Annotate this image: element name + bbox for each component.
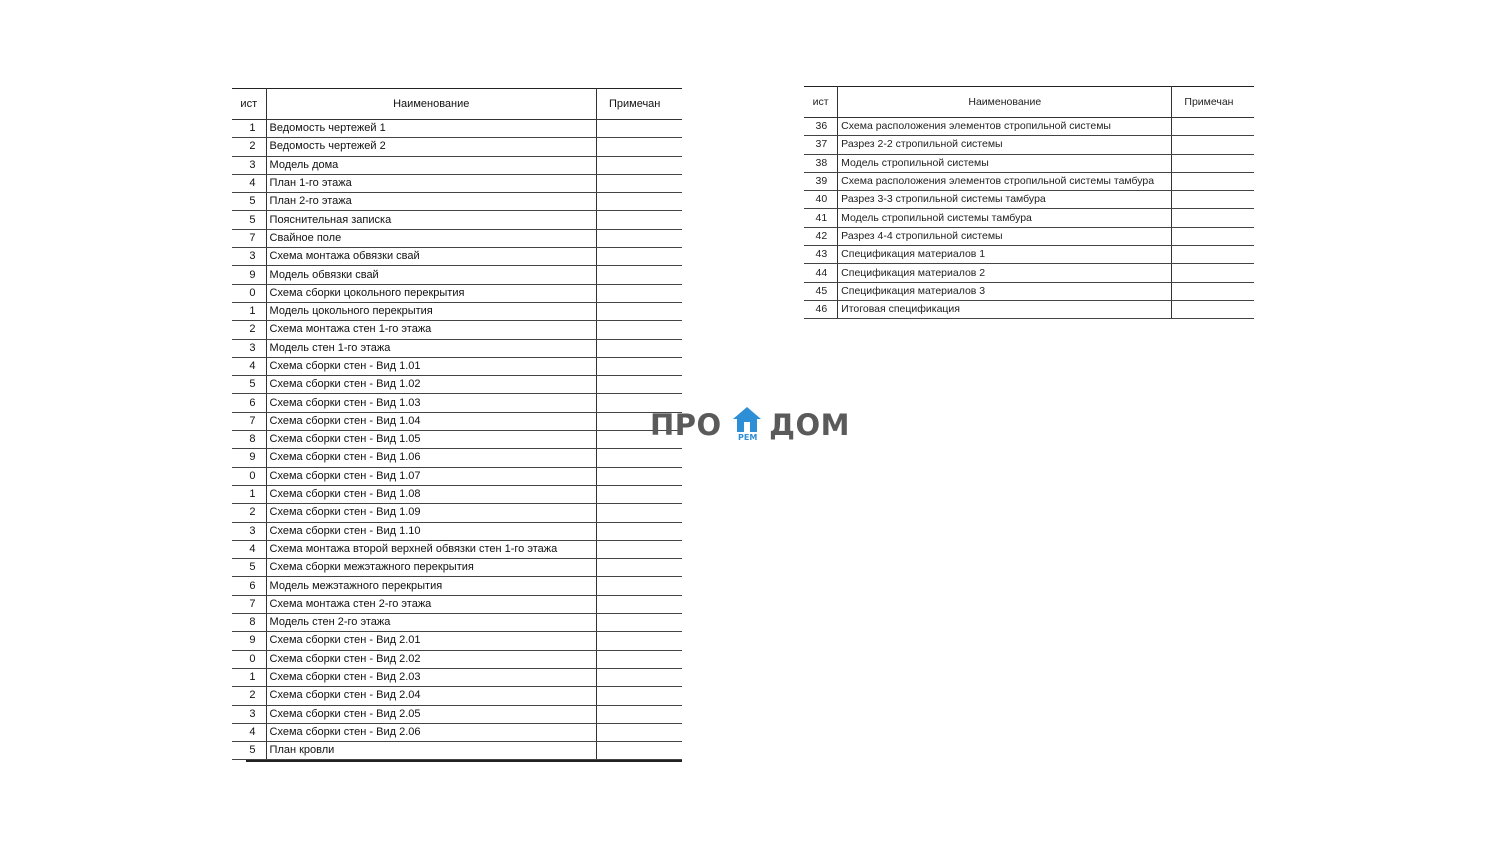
table-row (232, 376, 682, 394)
sheet-number-header: ист (232, 89, 266, 120)
sheet-number-cell: 3 (232, 156, 266, 174)
drawing-name-cell: Схема сборки стен - Вид 2.06 (266, 723, 596, 741)
table-row (804, 209, 1254, 227)
table-row (804, 264, 1254, 282)
sheet-number-cell: 3 (232, 522, 266, 540)
sheet-number-cell: 5 (232, 559, 266, 577)
sheet-number-cell: 3 (232, 339, 266, 357)
table-row (232, 705, 682, 723)
table-row (232, 540, 682, 558)
table-row (232, 357, 682, 375)
drawing-name-cell: Пояснительная записка (266, 211, 596, 229)
drawing-name-cell: Схема сборки стен - Вид 2.02 (266, 650, 596, 668)
drawing-name-cell: Схема сборки стен - Вид 1.09 (266, 504, 596, 522)
note-cell (596, 723, 682, 741)
note-cell (596, 120, 682, 138)
sheet-number-cell: 6 (232, 394, 266, 412)
note-cell (596, 211, 682, 229)
right-drawing-list-sheet (812, 86, 1254, 322)
sheet-number-cell: 39 (804, 172, 838, 190)
drawing-name-cell: Схема монтажа стен 1-го этажа (266, 321, 596, 339)
drawing-name-cell: Модель стропильной системы тамбура (838, 209, 1172, 227)
left-drawing-list-table (232, 88, 682, 760)
logo-word-dom: ДОМ (769, 408, 850, 442)
sheet-number-cell: 4 (232, 174, 266, 192)
table-row (804, 154, 1254, 172)
sheet-number-cell: 9 (232, 632, 266, 650)
table-row (232, 668, 682, 686)
drawing-name-cell: Схема расположения элементов стропильной системы тамбура (838, 172, 1172, 190)
note-cell (1172, 191, 1254, 209)
table-row (232, 229, 682, 247)
left-table-body (232, 120, 682, 760)
drawing-name-cell: План 1-го этажа (266, 174, 596, 192)
sheet-number-cell: 2 (232, 321, 266, 339)
table-header-row (232, 89, 682, 120)
drawing-name-cell: Разрез 3-3 стропильной системы тамбура (838, 191, 1172, 209)
drawing-name-cell: Схема монтажа стен 2-го этажа (266, 595, 596, 613)
note-cell (596, 376, 682, 394)
sheet-number-cell: 3 (232, 705, 266, 723)
note-cell (1172, 300, 1254, 318)
sheet-number-cell: 4 (232, 540, 266, 558)
drawing-name-cell: Модель стропильной системы (838, 154, 1172, 172)
sheet-number-cell: 2 (232, 504, 266, 522)
note-cell (596, 138, 682, 156)
table-row (232, 595, 682, 613)
table-row (804, 118, 1254, 136)
note-cell (596, 687, 682, 705)
drawing-name-cell: Модель обвязки свай (266, 266, 596, 284)
note-cell (596, 668, 682, 686)
note-cell (596, 266, 682, 284)
sheet-number-cell: 7 (232, 595, 266, 613)
note-cell (596, 174, 682, 192)
sheet-number-cell: 0 (232, 467, 266, 485)
table-row (232, 284, 682, 302)
drawing-name-cell: Разрез 4-4 стропильной системы (838, 227, 1172, 245)
drawing-name-cell: Схема сборки цокольного перекрытия (266, 284, 596, 302)
table-row (804, 300, 1254, 318)
note-header: Примечан (596, 89, 682, 120)
table-row (804, 227, 1254, 245)
note-cell (1172, 172, 1254, 190)
sheet-number-cell: 7 (232, 412, 266, 430)
table-row (232, 485, 682, 503)
table-row (232, 211, 682, 229)
table-row (232, 687, 682, 705)
note-cell (596, 339, 682, 357)
sheet-number-cell: 42 (804, 227, 838, 245)
note-cell (1172, 136, 1254, 154)
table-row (232, 632, 682, 650)
sheet-number-cell: 4 (232, 723, 266, 741)
drawing-name-cell: Спецификация материалов 1 (838, 246, 1172, 264)
sheet-number-cell: 37 (804, 136, 838, 154)
note-cell (596, 705, 682, 723)
sheet-number-cell: 5 (232, 742, 266, 760)
note-cell (596, 632, 682, 650)
sheet-number-cell: 5 (232, 211, 266, 229)
table-row (232, 467, 682, 485)
note-cell (596, 577, 682, 595)
name-header: Наименование (838, 87, 1172, 118)
sheet-number-cell: 3 (232, 248, 266, 266)
drawing-name-cell: Модель стен 2-го этажа (266, 614, 596, 632)
sheet-number-cell: 1 (232, 485, 266, 503)
house-icon (730, 404, 763, 446)
table-row (232, 577, 682, 595)
sheet-number-cell: 2 (232, 138, 266, 156)
table-row (232, 412, 682, 430)
table-row (804, 136, 1254, 154)
drawing-name-cell: Схема сборки стен - Вид 2.01 (266, 632, 596, 650)
table-row (232, 449, 682, 467)
table-row (804, 191, 1254, 209)
name-header: Наименование (266, 89, 596, 120)
drawing-name-cell: Ведомость чертежей 2 (266, 138, 596, 156)
drawing-name-cell: Схема сборки стен - Вид 1.03 (266, 394, 596, 412)
sheet-number-cell: 5 (232, 376, 266, 394)
left-table-bottom-border (246, 760, 682, 762)
table-row (804, 282, 1254, 300)
right-drawing-list-table (804, 86, 1254, 319)
note-cell (596, 522, 682, 540)
drawing-name-cell: Схема сборки стен - Вид 1.06 (266, 449, 596, 467)
table-row (232, 248, 682, 266)
note-cell (596, 156, 682, 174)
drawing-name-cell: Ведомость чертежей 1 (266, 120, 596, 138)
sheet-number-cell: 1 (232, 302, 266, 320)
table-row (232, 559, 682, 577)
note-cell (596, 357, 682, 375)
sheet-number-cell: 9 (232, 266, 266, 284)
note-cell (596, 467, 682, 485)
sheet-number-cell: 8 (232, 614, 266, 632)
left-drawing-list-sheet (240, 88, 682, 764)
note-cell (596, 229, 682, 247)
drawing-name-cell: Схема сборки стен - Вид 2.04 (266, 687, 596, 705)
drawing-name-cell: Схема сборки стен - Вид 1.08 (266, 485, 596, 503)
drawing-name-cell: Схема сборки стен - Вид 1.04 (266, 412, 596, 430)
table-row (232, 650, 682, 668)
logo-word-pro: ПРО (650, 408, 722, 442)
table-row (232, 302, 682, 320)
drawing-name-cell: Модель межэтажного перекрытия (266, 577, 596, 595)
right-table-body (804, 118, 1254, 319)
drawing-name-cell: Модель цокольного перекрытия (266, 302, 596, 320)
table-row (232, 431, 682, 449)
drawing-name-cell: Схема сборки стен - Вид 2.05 (266, 705, 596, 723)
table-row (232, 266, 682, 284)
table-row (232, 614, 682, 632)
note-header: Примечан (1172, 87, 1254, 118)
table-row (232, 138, 682, 156)
table-row (232, 394, 682, 412)
sheet-number-cell: 0 (232, 650, 266, 668)
table-row (232, 723, 682, 741)
table-row (232, 522, 682, 540)
note-cell (1172, 154, 1254, 172)
table-row (232, 321, 682, 339)
note-cell (596, 449, 682, 467)
note-cell (596, 504, 682, 522)
drawing-name-cell: Модель дома (266, 156, 596, 174)
drawing-name-cell: Схема сборки стен - Вид 1.02 (266, 376, 596, 394)
sheet-number-cell: 36 (804, 118, 838, 136)
note-cell (596, 321, 682, 339)
note-cell (1172, 227, 1254, 245)
table-row (232, 504, 682, 522)
table-row (232, 120, 682, 138)
note-cell (596, 485, 682, 503)
sheet-number-cell: 38 (804, 154, 838, 172)
drawing-name-cell: Разрез 2-2 стропильной системы (838, 136, 1172, 154)
sheet-number-cell: 0 (232, 284, 266, 302)
drawing-name-cell: План кровли (266, 742, 596, 760)
note-cell (596, 302, 682, 320)
note-cell (596, 595, 682, 613)
drawing-name-cell: Схема сборки стен - Вид 1.10 (266, 522, 596, 540)
note-cell (1172, 118, 1254, 136)
drawing-name-cell: Итоговая спецификация (838, 300, 1172, 318)
note-cell (596, 284, 682, 302)
table-row (804, 172, 1254, 190)
drawing-name-cell: Схема сборки межэтажного перекрытия (266, 559, 596, 577)
note-cell (596, 614, 682, 632)
note-cell (1172, 264, 1254, 282)
sheet-number-cell: 4 (232, 357, 266, 375)
table-row (232, 339, 682, 357)
drawing-name-cell: Схема монтажа обвязки свай (266, 248, 596, 266)
sheet-number-cell: 7 (232, 229, 266, 247)
sheet-number-cell: 43 (804, 246, 838, 264)
sheet-number-cell: 44 (804, 264, 838, 282)
sheet-number-cell: 9 (232, 449, 266, 467)
note-cell (596, 193, 682, 211)
note-cell (596, 248, 682, 266)
table-row (232, 193, 682, 211)
drawing-name-cell: Схема сборки стен - Вид 1.01 (266, 357, 596, 375)
sheet-number-cell: 40 (804, 191, 838, 209)
drawing-name-cell: Схема сборки стен - Вид 1.05 (266, 431, 596, 449)
table-row (232, 742, 682, 760)
sheet-number-cell: 6 (232, 577, 266, 595)
sheet-number-cell: 2 (232, 687, 266, 705)
note-cell (1172, 246, 1254, 264)
table-header-row (804, 87, 1254, 118)
drawing-name-cell: Спецификация материалов 3 (838, 282, 1172, 300)
drawing-name-cell: Схема сборки стен - Вид 2.03 (266, 668, 596, 686)
note-cell (596, 650, 682, 668)
sheet-number-cell: 46 (804, 300, 838, 318)
drawing-name-cell: Свайное поле (266, 229, 596, 247)
logo-sub-label: РЕМ (738, 433, 758, 442)
drawing-name-cell: План 2-го этажа (266, 193, 596, 211)
sheet-number-cell: 1 (232, 668, 266, 686)
watermark-logo (650, 402, 850, 448)
note-cell (596, 559, 682, 577)
sheet-number-cell: 5 (232, 193, 266, 211)
note-cell (1172, 209, 1254, 227)
drawing-name-cell: Модель стен 1-го этажа (266, 339, 596, 357)
table-row (232, 156, 682, 174)
sheet-number-cell: 8 (232, 431, 266, 449)
drawing-name-cell: Спецификация материалов 2 (838, 264, 1172, 282)
sheet-number-cell: 1 (232, 120, 266, 138)
sheet-number-header: ист (804, 87, 838, 118)
sheet-number-cell: 41 (804, 209, 838, 227)
note-cell (1172, 282, 1254, 300)
table-row (804, 246, 1254, 264)
drawing-name-cell: Схема монтажа второй верхней обвязки стен 1-го этажа (266, 540, 596, 558)
note-cell (596, 742, 682, 760)
drawing-name-cell: Схема расположения элементов стропильной системы (838, 118, 1172, 136)
sheet-number-cell: 45 (804, 282, 838, 300)
drawing-name-cell: Схема сборки стен - Вид 1.07 (266, 467, 596, 485)
table-row (232, 174, 682, 192)
note-cell (596, 540, 682, 558)
